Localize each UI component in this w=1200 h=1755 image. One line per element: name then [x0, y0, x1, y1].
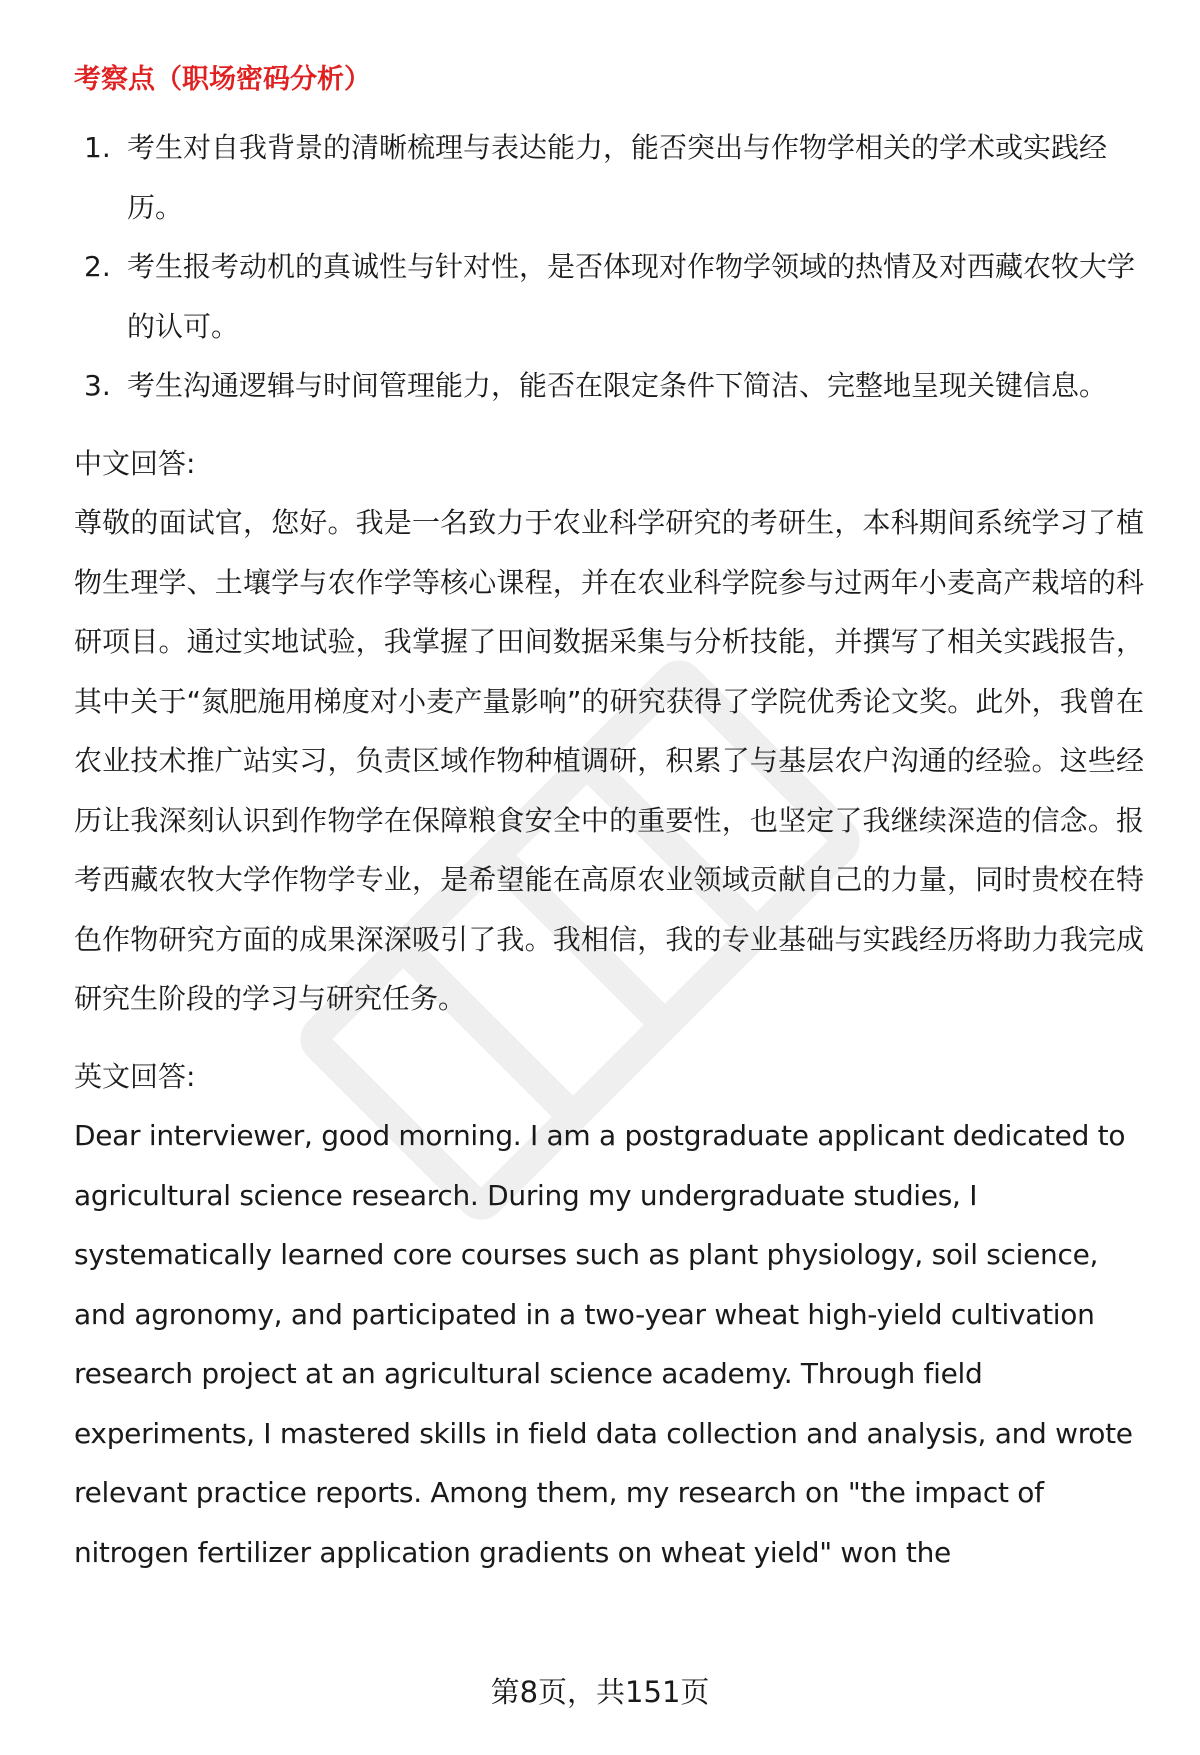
english-answer-label: 英文回答:: [74, 1059, 196, 1093]
list-item: [74, 356, 1144, 416]
list-item-text: 考生报考动机的真诚性与针对性，是否体现对作物学领域的热情及对西藏农牧大学的认可。: [127, 250, 1136, 343]
assessment-points-list: [74, 118, 1144, 416]
section-title: 考察点（职场密码分析）: [74, 64, 371, 95]
english-answer-text: Dear interviewer, good morning. I am a postgraduate applicant dedicated to agricultural science research. During my undergraduate studies, I systematically learned core courses such as plant physiology, soil science, and agronomy, and participated in a two-year wheat high-yield cultivation research project at an agricultural science academy. Through field experiments, I mastered skills in field data collection and analysis, and wrote relevant practice reports. Among them, my research on "the impact of nitrogen fertilizer application gradients on wheat yield" won the: [74, 1119, 1133, 1569]
list-item-text: 考生沟通逻辑与时间管理能力，能否在限定条件下简洁、完整地呈现关键信息。: [127, 369, 1108, 402]
page-number-footer: 第8页，共151页: [490, 1675, 710, 1709]
chinese-answer-text: 尊敬的面试官，您好。我是一名致力于农业科学研究的考研生，本科期间系统学习了植物生理学、土壤学与农作学等核心课程，并在农业科学院参与过两年小麦高产栽培的科研项目。通过实地试验，我掌握了田间数据采集与分析技能，并撰写了相关实践报告，其中关于“氮肥施用梯度对小麦产量影响”的研究获得了学院优秀论文奖。此外，我曾在农业技术推广站实习，负责区域作物种植调研，积累了与基层农户沟通的经验。这些经历让我深刻认识到作物学在保障粮食安全中的重要性，也坚定了我继续深造的信念。报考西藏农牧大学作物学专业，是希望能在高原农业领域贡献自己的力量，同时贵校在特色作物研究方面的成果深深吸引了我。我相信，我的专业基础与实践经历将助力我完成研究生阶段的学习与研究任务。: [74, 506, 1144, 1015]
list-item: [74, 237, 1144, 356]
main-content: [74, 52, 1144, 1582]
chinese-answer-label: 中文回答:: [74, 446, 196, 480]
list-item-text: 考生对自我背景的清晰梳理与表达能力，能否突出与作物学相关的学术或实践经历。: [127, 131, 1108, 224]
list-item: [74, 118, 1144, 237]
list-number: 1.: [84, 131, 111, 164]
list-number: 3.: [84, 369, 111, 402]
list-number: 2.: [84, 250, 111, 283]
